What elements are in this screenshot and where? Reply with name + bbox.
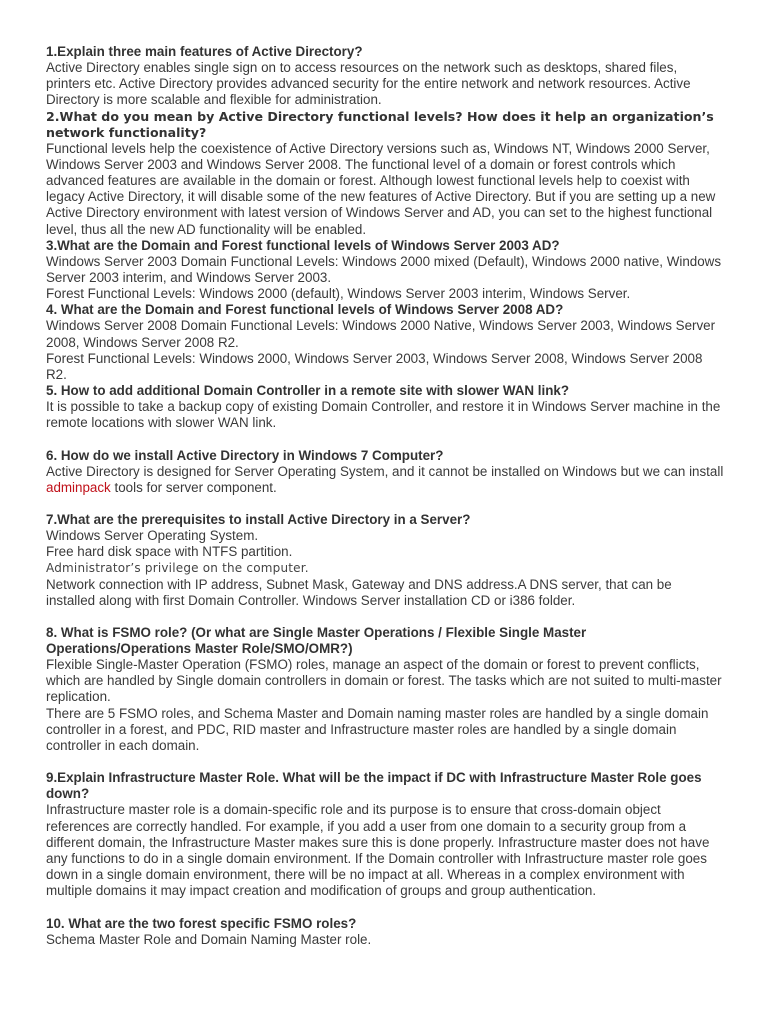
adminpack-link[interactable]: adminpack [46, 479, 111, 495]
answer-8-definition: Flexible Single-Master Operation (FSMO) roles, manage an aspect of the domain or forest to prevent conflicts, which are handled by Single domain controllers in domain or forest. The tasks which are not suited to multi-master replication. [46, 657, 722, 705]
question-1: 1.Explain three main features of Active Directory? [46, 44, 363, 59]
answer-3-forest: Forest Functional Levels: Windows 2000 (default), Windows Server 2003 interim, Windows Server. [46, 286, 631, 302]
answer-5: It is possible to take a backup copy of existing Domain Controller, and restore it in Windows Server machine in the remote locations with slower WAN link. [46, 399, 721, 431]
answer-7-os: Windows Server Operating System. [46, 528, 259, 544]
answer-4-forest: Forest Functional Levels: Windows 2000, Windows Server 2003, Windows Server 2008, Windows Server 2008 R2. [46, 350, 703, 383]
answer-8-roles: There are 5 FSMO roles, and Schema Master and Domain naming master roles are handled by a single domain controller in a forest, and PDC, RID master and Infrastructure master roles are handled by a single domain controller in each domain. [46, 705, 709, 754]
question-9: 9.Explain Infrastructure Master Role. What will be the impact if DC with Infrastructure Master Role goes down? [46, 770, 702, 802]
answer-7-disk: Free hard disk space with NTFS partition. [46, 544, 293, 560]
answer-7-privilege: Administrator’s privilege on the computer. [46, 561, 309, 576]
spacer [46, 754, 724, 770]
spacer [46, 900, 724, 916]
answer-4-domain: Windows Server 2008 Domain Functional Levels: Windows 2000 Native, Windows Server 2003, Windows Server 2008, Windows Server 2008 R2. [46, 318, 716, 350]
qa-item-5 [46, 383, 724, 431]
qa-item-1 [46, 44, 724, 109]
question-7: 7.What are the prerequisites to install Active Directory in a Server? [46, 512, 471, 528]
qa-item-10 [46, 916, 724, 948]
spacer [46, 496, 724, 512]
question-2: 2.What do you mean by Active Directory functional levels? How does it help an organization’s network functionality? [46, 108, 714, 140]
question-3: 3.What are the Domain and Forest functional levels of Windows Server 2003 AD? [46, 237, 560, 253]
question-4: 4. What are the Domain and Forest functional levels of Windows Server 2008 AD? [46, 302, 564, 318]
question-6: 6. How do we install Active Directory in Windows 7 Computer? [46, 447, 444, 463]
answer-9: Infrastructure master role is a domain-specific role and its purpose is to ensure that cross-domain object references are correctly handled. For example, if you add a user from one domain to a security group from a different domain, the Infrastructure Master makes sure this is done properly. Infrastructure master does not have any functions to do in a single domain environment. If the Domain controller with Infrastructure master role goes down in a single domain environment, there will be no impact at all. Whereas in a complex environment with multiple domains it may impact creation and modification of groups and group authentication. [46, 802, 710, 899]
spacer [46, 432, 724, 448]
answer-2: Functional levels help the coexistence of Active Directory versions such as, Windows NT, Windows 2000 Server, Windows Server 2003 and Windows Server 2008. The functional level of a domain or forest controls which advanced features are available in the domain or forest. Although lowest functional levels help to coexist with legacy Active Directory, it will disable some of the new features of Active Directory. But if you are setting up a new Active Directory environment with latest version of Windows Server and AD, you can set to the highest functional level, thus all the new AD functionality will be enabled. [46, 140, 716, 237]
question-8: 8. What is FSMO role? (Or what are Single Master Operations / Flexible Single Master Operations/Operations Master Role/SMO/OMR?) [46, 625, 587, 657]
qa-item-4 [46, 302, 724, 383]
answer-1: Active Directory enables single sign on to access resources on the network such as desktops, shared files, printers etc. Active Directory provides advanced security for the entire network and network resources. Active Directory is more scalable and flexible for administration. [46, 60, 691, 108]
answer-6 [46, 464, 724, 496]
answer-6-text-end: tools for server component. [110, 479, 277, 495]
answer-3-domain: Windows Server 2003 Domain Functional Levels: Windows 2000 mixed (Default), Windows 2000 native, Windows Server 2003 interim, and Windows Server 2003. [46, 253, 722, 286]
question-10: 10. What are the two forest specific FSMO roles? [46, 915, 357, 931]
qa-item-6 [46, 448, 724, 496]
answer-7-network: Network connection with IP address, Subnet Mask, Gateway and DNS address.A DNS server, that can be installed along with first Domain Controller. Windows Server installation CD or i386 folder. [46, 576, 672, 608]
spacer [46, 609, 724, 625]
question-5: 5. How to add additional Domain Controller in a remote site with slower WAN link? [46, 383, 570, 399]
qa-item-8 [46, 625, 724, 754]
qa-item-9 [46, 770, 724, 899]
qa-item-3 [46, 238, 724, 303]
answer-10: Schema Master Role and Domain Naming Master role. [46, 931, 372, 947]
qa-item-7 [46, 512, 724, 609]
qa-item-2 [46, 109, 724, 238]
answer-6-text-start: Active Directory is designed for Server Operating System, and it cannot be installed on Windows but we can install [46, 463, 724, 479]
